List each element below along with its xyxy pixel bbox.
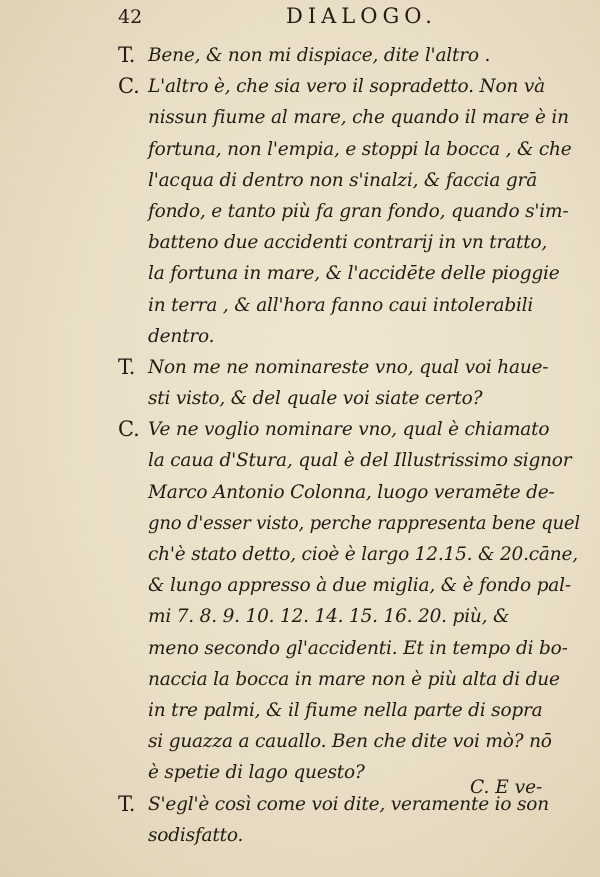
line-text: è spetie di lago questo? xyxy=(148,762,365,784)
line-text: meno secondo gl'accidenti. Et in tempo di bo- xyxy=(148,637,568,659)
line-text: nissun fiume al mare, che quando il mare è in xyxy=(148,107,569,129)
speaker-label: T. xyxy=(118,791,136,816)
line-text: Non me ne nominareste vno, qual voi haue- xyxy=(148,356,549,378)
speaker-label: C. xyxy=(118,417,140,442)
line-text: sodisfatto. xyxy=(148,824,244,846)
line-text: Ve ne voglio nominare vno, qual è chiamato xyxy=(148,419,550,441)
text-line xyxy=(118,196,580,227)
line-text: batteno due accidenti contrarij in vn tratto, xyxy=(148,232,548,254)
line-text: fortuna, non l'empia, e stoppi la bocca , & che xyxy=(148,138,572,160)
line-text: Bene, & non mi dispiace, dite l'altro . xyxy=(148,45,491,66)
text-line xyxy=(118,40,580,71)
text-line xyxy=(118,664,580,695)
text-line xyxy=(118,71,580,102)
running-title: DIALOGO. xyxy=(286,4,437,28)
speaker-label: T. xyxy=(118,43,136,67)
text-line xyxy=(118,258,580,289)
line-text: l'acqua di dentro non s'inalzi, & faccia grā xyxy=(148,169,538,191)
text-line xyxy=(118,134,580,165)
line-text: fondo, e tanto più fa gran fondo, quando s'im- xyxy=(148,200,569,222)
line-text: L'altro è, che sia vero il sopradetto. Non và xyxy=(148,76,545,98)
line-text: S'egl'è così come voi dite, veramente io son xyxy=(148,793,549,815)
text-line xyxy=(118,227,580,258)
line-text: si guazza a cauallo. Ben che dite voi mò? nō xyxy=(148,731,552,753)
line-text: mi 7. 8. 9. 10. 12. 14. 15. 16. 20. più, & xyxy=(148,606,510,628)
page-number: 42 xyxy=(118,6,143,28)
text-line xyxy=(118,601,580,632)
speaker-label: T. xyxy=(118,354,136,379)
line-text: in tre palmi, & il fiume nella parte di sopra xyxy=(148,699,543,721)
catchword: C. E ve- xyxy=(470,777,543,798)
text-line xyxy=(118,414,580,445)
line-text: naccia la bocca in mare non è più alta di due xyxy=(148,668,560,690)
text-line xyxy=(118,820,580,851)
text-line xyxy=(118,165,580,196)
dialogue-text xyxy=(118,40,580,851)
text-line xyxy=(118,477,580,508)
line-text: & lungo appresso à due miglia, & è fondo pal- xyxy=(148,575,571,597)
line-text: gno d'esser visto, perche rappresenta bene quel xyxy=(148,512,580,534)
line-text: ch'è stato detto, cioè è largo 12.15. & 20.cāne, xyxy=(148,544,578,565)
text-line xyxy=(118,352,580,383)
line-text: sti visto, & del quale voi siate certo? xyxy=(148,388,483,410)
text-line xyxy=(118,290,580,321)
text-line xyxy=(118,383,580,414)
page-header xyxy=(118,4,510,30)
line-text: la caua d'Stura, qual è del Illustrissimo signor xyxy=(148,450,572,472)
line-text: la fortuna in mare, & l'accidēte delle pioggie xyxy=(148,263,560,285)
text-line xyxy=(118,539,580,570)
text-line xyxy=(118,726,580,757)
text-line xyxy=(118,445,580,476)
speaker-label: C. xyxy=(118,74,140,99)
line-text: Marco Antonio Colonna, luogo veramēte de- xyxy=(148,481,555,503)
text-line xyxy=(118,102,580,133)
text-line xyxy=(118,633,580,664)
text-line xyxy=(118,321,580,352)
text-line xyxy=(118,570,580,601)
line-text: in terra , & all'hora fanno caui intolerabili xyxy=(148,294,534,316)
text-line xyxy=(118,695,580,726)
text-line xyxy=(118,508,580,539)
line-text: dentro. xyxy=(148,325,215,347)
